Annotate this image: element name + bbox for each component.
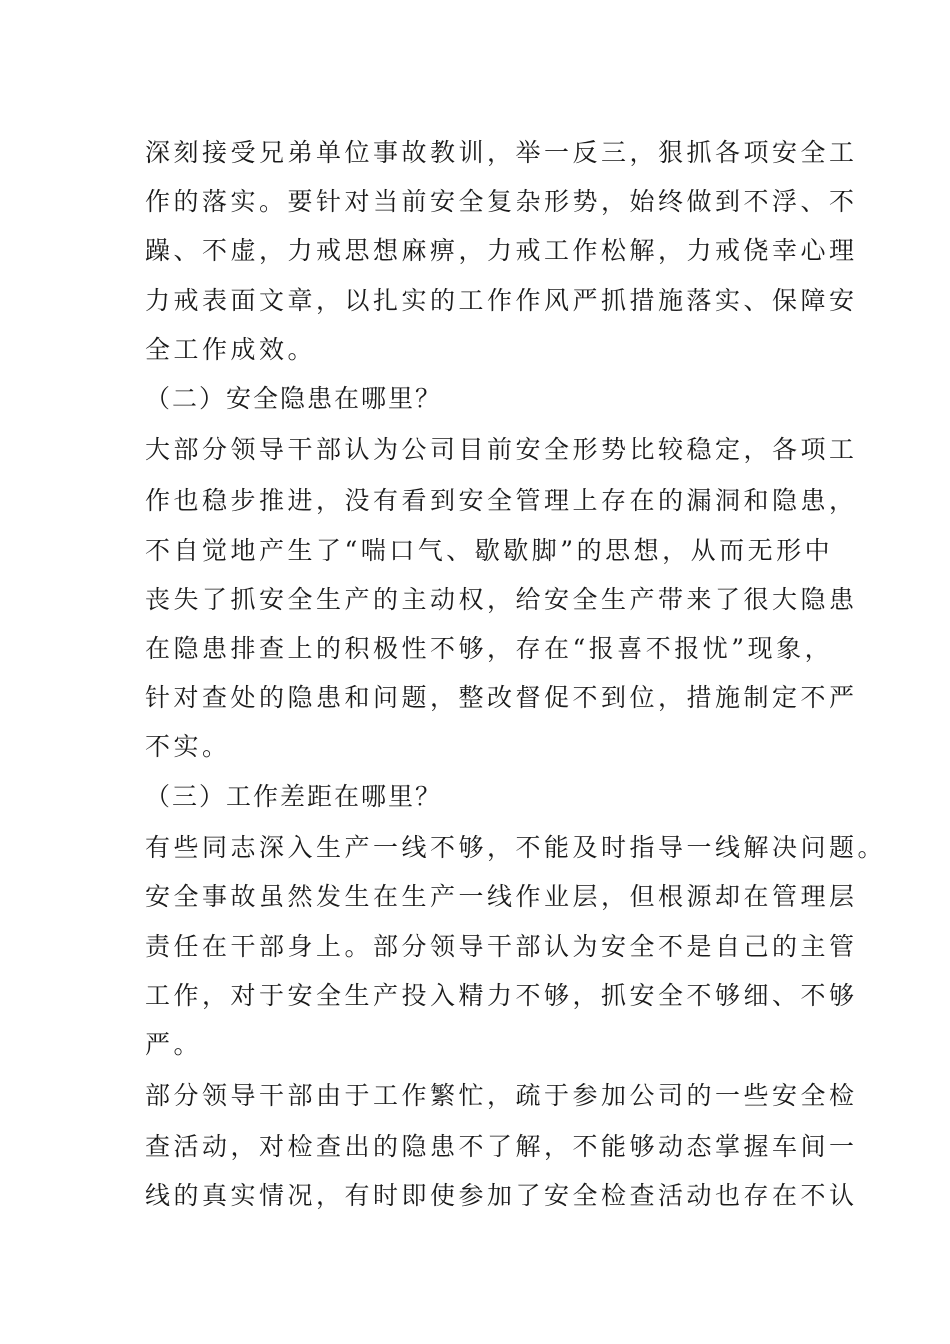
text-line: 在隐患排查上的积极性不够，存在“报喜不报忧”现象， [145,634,834,663]
text-line: 不自觉地产生了“喘口气、歇歇脚”的思想，从而无形中 [145,536,834,565]
text-line: 工作，对于安全生产投入精力不够，抓安全不够细、不够 [145,981,858,1010]
text-line: 责任在干部身上。部分领导干部认为安全不是自己的主管 [145,932,858,961]
text-line: 作的落实。要针对当前安全复杂形势，始终做到不浮、不 [145,187,858,216]
text-line: 不实。 [145,732,231,761]
text-line: 躁、不虚，力戒思想麻痹，力戒工作松解，力戒侥幸心理 [145,236,858,265]
text-line: 严。 [145,1030,203,1059]
text-line: 丧失了抓安全生产的主动权，给安全生产带来了很大隐患 [145,585,858,614]
text-line: 安全事故虽然发生在生产一线作业层，但根源却在管理层 [145,882,858,911]
text-line: 深刻接受兄弟单位事故教训，举一反三，狠抓各项安全工 [145,138,858,167]
section-heading: （三）工作差距在哪里？ [145,782,443,811]
text-line: 部分领导干部由于工作繁忙，疏于参加公司的一些安全检 [145,1081,858,1110]
text-line: 有些同志深入生产一线不够，不能及时指导一线解决问题。 [145,833,887,862]
text-line: 大部分领导干部认为公司目前安全形势比较稳定，各项工 [145,435,858,464]
text-line: 查活动，对检查出的隐患不了解，不能够动态掌握车间一 [145,1132,858,1161]
text-line: 作也稳步推进，没有看到安全管理上存在的漏洞和隐患， [145,486,858,515]
section-heading: （二）安全隐患在哪里？ [145,384,443,413]
text-line: 全工作成效。 [145,335,317,364]
text-line: 力戒表面文章，以扎实的工作作风严抓措施落实、保障安 [145,286,858,315]
text-line: 线的真实情况，有时即使参加了安全检查活动也存在不认 [145,1181,858,1210]
text-line: 针对查处的隐患和问题，整改督促不到位，措施制定不严 [145,683,858,712]
